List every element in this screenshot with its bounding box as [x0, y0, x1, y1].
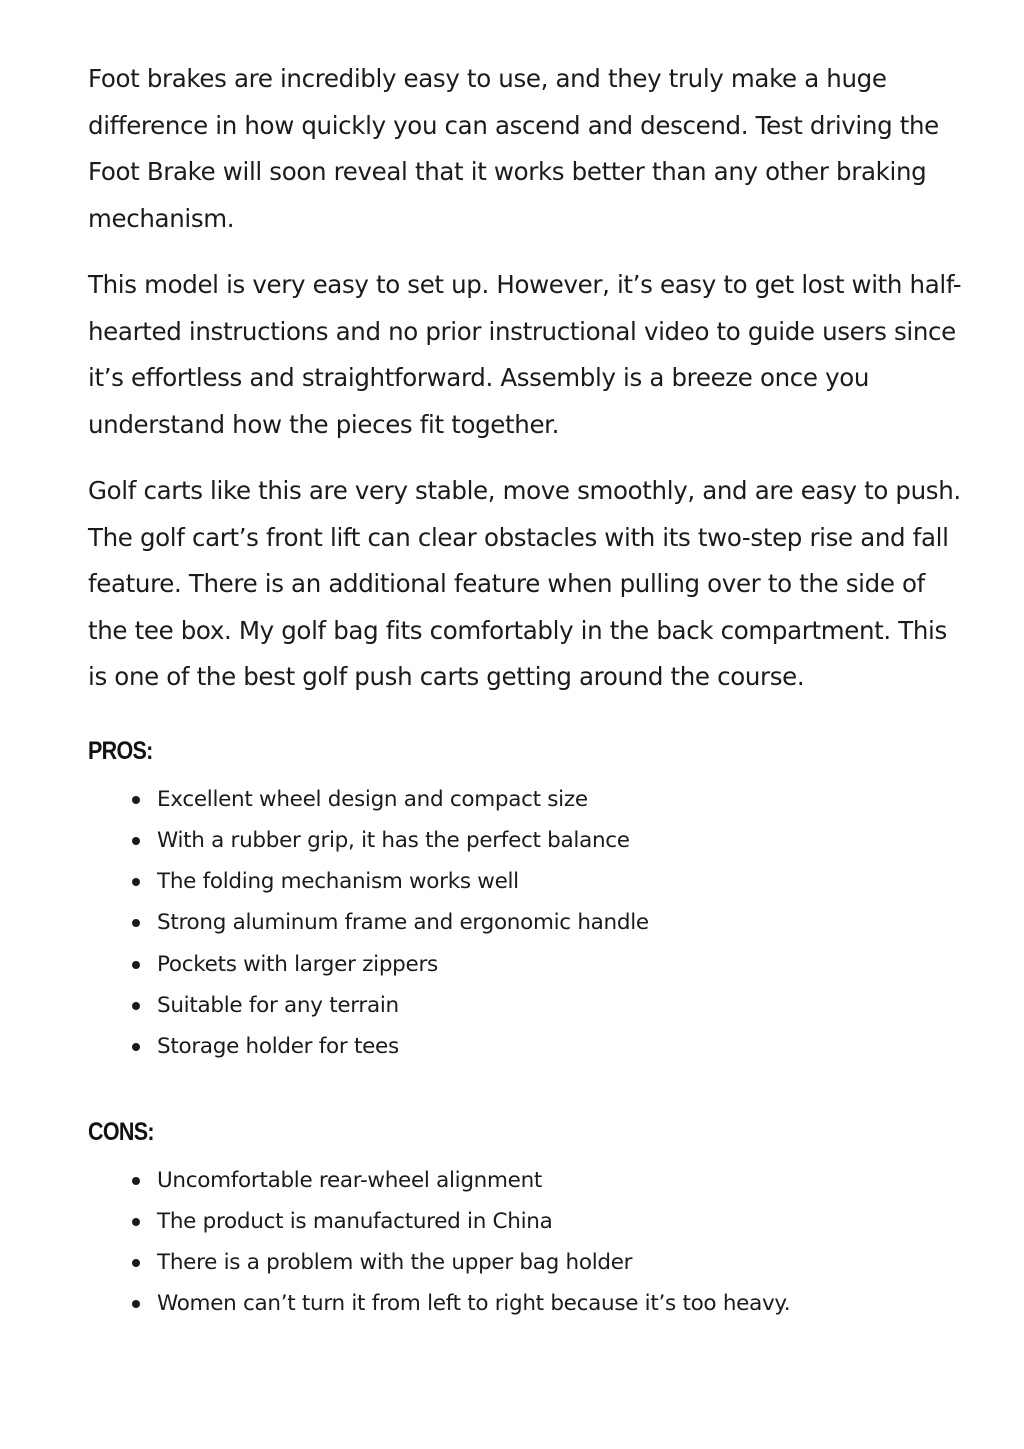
cons-item-text: Uncomfortable rear-wheel alignment: [157, 1167, 543, 1193]
pros-item-text: Pockets with larger zippers: [157, 951, 438, 977]
cons-list-item: [132, 1242, 968, 1283]
pros-heading: PROS:: [88, 736, 153, 765]
pros-list-item: [132, 985, 968, 1026]
paragraph-foot-brakes: Foot brakes are incredibly easy to use, and they truly make a huge difference in how quickly you can ascend and descend. Test driving the Foot Brake will soon reveal that it works better than any other braking mechanism.: [88, 64, 939, 233]
pros-list-item: [132, 861, 968, 902]
bullet-icon: [132, 961, 140, 969]
pros-list: [88, 779, 968, 1068]
cons-list-item: [132, 1201, 968, 1242]
paragraph-stability: Golf carts like this are very stable, move smoothly, and are easy to push. The golf cart’s front lift can clear obstacles with its two-step rise and fall feature. There is an additional feature when pulling over to the side of the tee box. My golf bag fits comfortably in the back compartment. This is one of the best golf push carts getting around the course.: [88, 476, 961, 691]
cons-item-text: The product is manufactured in China: [157, 1208, 553, 1234]
pros-item-text: With a rubber grip, it has the perfect balance: [157, 827, 630, 853]
pros-list-item: [132, 820, 968, 861]
bullet-icon: [132, 1218, 140, 1226]
pros-list-item: [132, 944, 968, 985]
pros-list-item: [132, 779, 968, 820]
article-body: [88, 56, 968, 1325]
pros-item-text: Strong aluminum frame and ergonomic handle: [157, 910, 649, 936]
bullet-icon: [132, 1043, 140, 1051]
pros-list-item: [132, 1026, 968, 1067]
bullet-icon: [132, 878, 140, 886]
paragraph-setup: This model is very easy to set up. However, it’s easy to get lost with half-hearted instructions and no prior instructional video to guide users since it’s effortless and straightforward. Assembly is a breeze once you understand how the pieces fit together.: [88, 270, 962, 439]
cons-item-text: There is a problem with the upper bag holder: [157, 1250, 633, 1276]
cons-item-text: Women can’t turn it from left to right because it’s too heavy.: [157, 1291, 791, 1317]
bullet-icon: [132, 1002, 140, 1010]
pros-item-text: Excellent wheel design and compact size: [157, 786, 588, 812]
cons-heading: CONS:: [88, 1117, 154, 1146]
bullet-icon: [132, 919, 140, 927]
pros-list-item: [132, 902, 968, 943]
bullet-icon: [132, 1177, 140, 1185]
bullet-icon: [132, 837, 140, 845]
cons-list: [88, 1160, 968, 1325]
pros-item-text: The folding mechanism works well: [157, 869, 519, 895]
pros-item-text: Storage holder for tees: [157, 1034, 399, 1060]
cons-list-item: [132, 1283, 968, 1324]
bullet-icon: [132, 1259, 140, 1267]
bullet-icon: [132, 1300, 140, 1308]
cons-list-item: [132, 1160, 968, 1201]
bullet-icon: [132, 796, 140, 804]
pros-item-text: Suitable for any terrain: [157, 992, 399, 1018]
